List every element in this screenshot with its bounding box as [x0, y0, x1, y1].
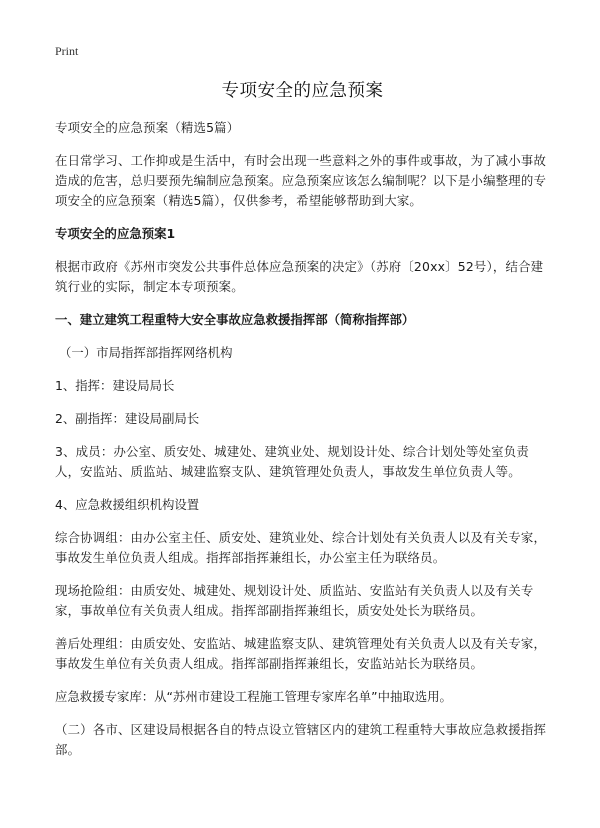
- section-heading: 专项安全的应急预案1: [55, 226, 176, 241]
- group-paragraph: 综合协调组：由办公室主任、质安处、建筑业处、综合计划处有关负责人以及有关专家，事故发生单位负责人组成。指挥部指挥兼组长，办公室主任为联络员。: [55, 530, 547, 565]
- basis-paragraph: 根据市政府《苏州市突发公共事件总体应急预案的决定》（苏府〔20xx〕52号），结合建筑行业的实际，制定本专项预案。: [55, 259, 544, 294]
- intro-paragraph: 在日常学习、工作抑或是生活中，有时会出现一些意料之外的事件或事故，为了减小事故造成的危害，总归要预先编制应急预案。应急预案应该怎么编制呢？以下是小编整理的专项安全的应急预案（精选5篇），仅供参考，希望能够帮助到大家。: [55, 153, 547, 208]
- subsection-heading: （二）各市、区建设局根据各自的特点设立管辖区内的建筑工程重特大事故应急救援指挥部。: [55, 722, 547, 757]
- group-paragraph: 善后处理组：由质安处、安监站、城建监察支队、建筑管理处有关负责人以及有关专家，事故发生单位有关负责人组成。指挥部副指挥兼组长，安监站站长为联络员。: [55, 636, 547, 671]
- list-item: 1、指挥：建设局局长: [55, 378, 175, 393]
- list-item: 3、成员：办公室、质安处、城建处、建筑业处、规划设计处、综合计划处等处室负责人，安监站、质监站、城建监察支队、建筑管理处负责人，事故发生单位负责人等。: [55, 444, 529, 479]
- list-item: 4、应急救援组织机构设置: [55, 497, 200, 512]
- group-paragraph: 现场抢险组：由质安处、城建处、规划设计处、质监站、安监站有关负责人以及有关专家，事故单位有关负责人组成。指挥部副指挥兼组长，质安处处长为联络员。: [55, 583, 534, 618]
- subsection-heading: （一）市局指挥部指挥网络机构: [59, 345, 233, 360]
- print-label[interactable]: Print: [55, 44, 79, 58]
- part-heading: 一、建立建筑工程重特大安全事故应急救援指挥部（简称指挥部）: [55, 312, 415, 327]
- document-subtitle: 专项安全的应急预案（精选5篇）: [55, 120, 240, 135]
- list-item: 2、副指挥：建设局副局长: [55, 411, 200, 426]
- expert-pool-paragraph: 应急救援专家库：从“苏州市建设工程施工管理专家库名单”中抽取选用。: [55, 689, 452, 704]
- document-title: 专项安全的应急预案: [221, 81, 384, 101]
- document-body: [55, 78, 550, 773]
